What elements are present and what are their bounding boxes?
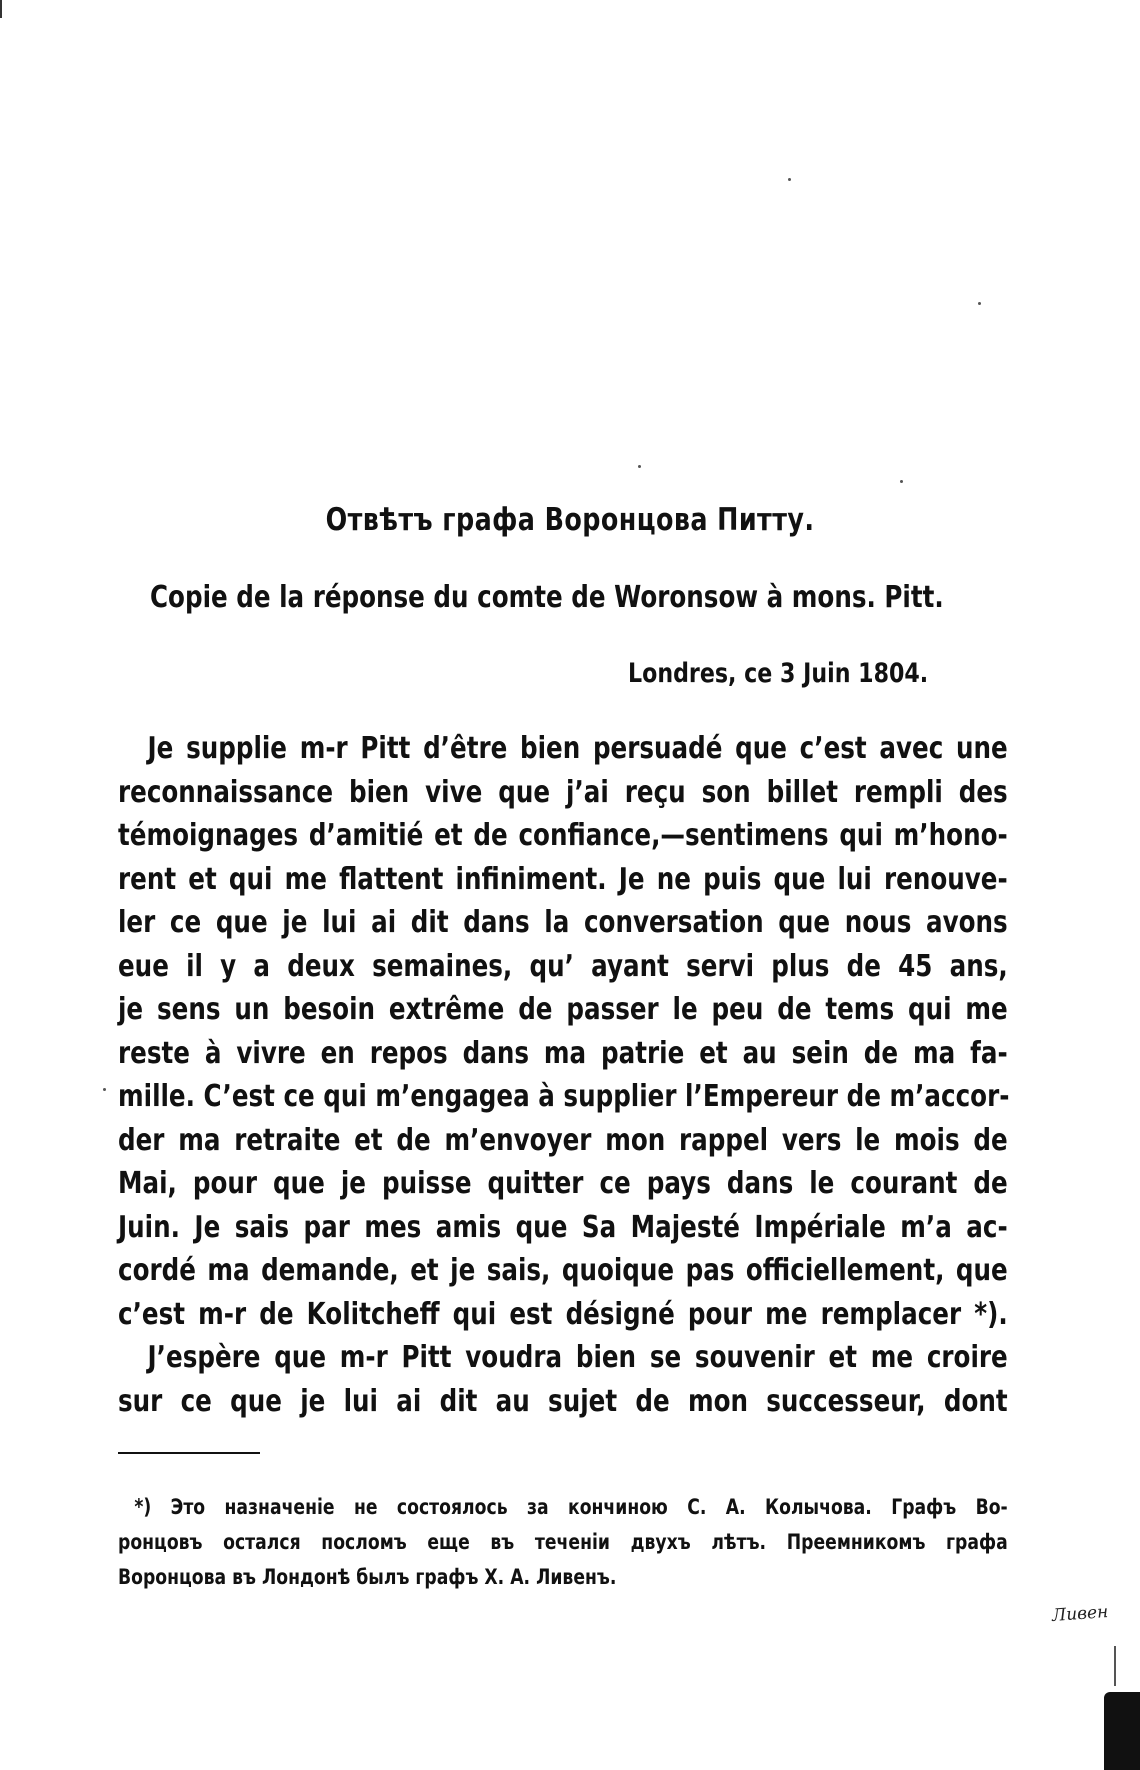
scan-speck bbox=[900, 480, 903, 483]
body-line: cordé ma demande, et je sais, quoique pas officiellement, que bbox=[118, 1253, 1008, 1288]
body-line: ler ce que je lui ai dit dans la conversation que nous avons bbox=[118, 905, 1008, 940]
letter-heading: Copie de la réponse du comte de Woronsow à mons. Pitt. bbox=[150, 580, 944, 615]
scan-edge-line bbox=[1114, 1646, 1116, 1686]
scan-speck bbox=[788, 178, 791, 181]
body-line: je sens un besoin extrême de passer le peu de tems qui me bbox=[118, 992, 1008, 1027]
body-line: reconnaissance bien vive que j’ai reçu son billet rempli des bbox=[118, 774, 1008, 810]
scan-speck bbox=[978, 302, 981, 305]
body-line: der ma retraite et de m’envoyer mon rappel vers le mois de bbox=[118, 1122, 1008, 1158]
body-line: c’est m-r de Kolitcheff qui est désigné pour me remplacer *). bbox=[118, 1296, 1008, 1332]
handwritten-margin-note: Ливен bbox=[1051, 1602, 1109, 1626]
letter-dateline: Londres, ce 3 Juin 1804. bbox=[628, 658, 929, 689]
footnote-line: ронцовъ остался посломъ еще въ теченіи двухъ лѣтъ. Преемникомъ графа bbox=[118, 1530, 1008, 1554]
letter-body bbox=[118, 727, 1008, 1423]
body-line: sur ce que je lui ai dit au sujet de mon successeur, dont bbox=[118, 1383, 1008, 1419]
scan-speck bbox=[103, 1088, 106, 1091]
footnote-line: *) Это назначеніе не состоялось за кончиною С. А. Колычова. Графъ Во- bbox=[134, 1495, 1008, 1519]
page-title: Отвѣтъ графа Воронцова Питту. bbox=[325, 502, 815, 538]
page-edge-tick bbox=[0, 0, 2, 18]
scan-speck bbox=[638, 465, 641, 468]
body-line: Je supplie m-r Pitt d’être bien persuadé que c’est avec une bbox=[147, 731, 1008, 766]
body-line: reste à vivre en repos dans ma patrie et au sein de ma fa- bbox=[118, 1035, 1008, 1071]
body-line: J’espère que m-r Pitt voudra bien se souvenir et me croire bbox=[147, 1340, 1008, 1375]
footnote-divider bbox=[118, 1452, 260, 1454]
body-line: Juin. Je sais par mes amis que Sa Majesté Impériale m’a ac- bbox=[118, 1209, 1008, 1245]
body-line: témoignages d’amitié et de confiance,—sentimens qui m’hono- bbox=[118, 818, 1008, 853]
body-line: rent et qui me flattent infiniment. Je ne puis que lui renouve- bbox=[118, 861, 1008, 897]
footnote bbox=[118, 1490, 1008, 1595]
footnote-line: Воронцова въ Лондонѣ былъ графъ Х. А. Ливенъ. bbox=[118, 1565, 617, 1589]
body-line: mille. C’est ce qui m’engagea à supplier l’Empereur de m’accor- bbox=[118, 1079, 1010, 1114]
body-line: Mai, pour que je puisse quitter ce pays dans le courant de bbox=[118, 1166, 1008, 1201]
body-line: eue il y a deux semaines, qu’ ayant servi plus de 45 ans, bbox=[118, 948, 1008, 984]
scan-edge-mark bbox=[1104, 1692, 1140, 1770]
